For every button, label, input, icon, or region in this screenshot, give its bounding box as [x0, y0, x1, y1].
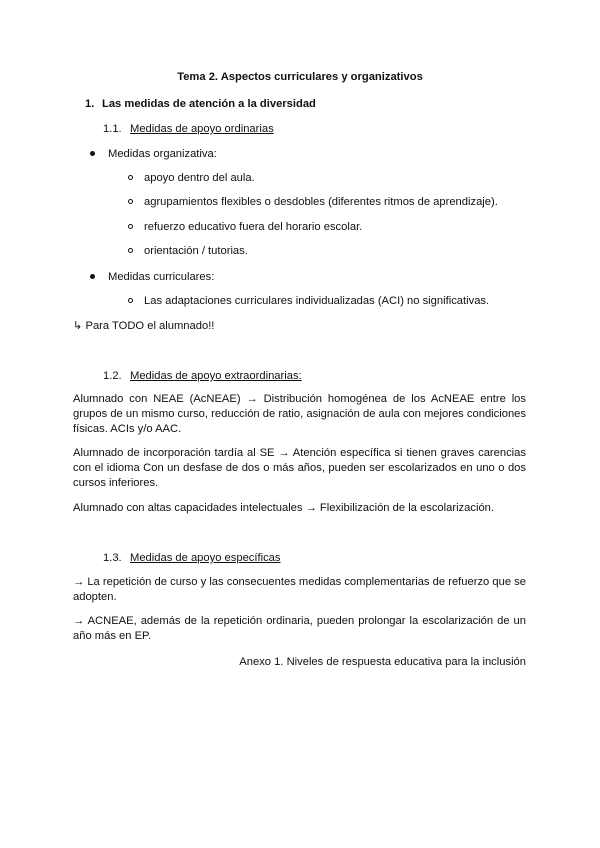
- organizativa-item: agrupamientos flexibles o desdobles (diferentes ritmos de aprendizaje).: [144, 196, 498, 208]
- annex-reference: Anexo 1. Niveles de respuesta educativa para la inclusión: [239, 656, 526, 668]
- bullet-ring-icon: [128, 298, 133, 303]
- organizativa-item: orientación / tutorias.: [144, 245, 248, 257]
- curriculares-label: Medidas curriculares:: [108, 271, 215, 283]
- bullet-ring-icon: [128, 175, 133, 180]
- paragraph-line: físicas. ACIs y/o AAC.: [73, 423, 182, 435]
- subsection-1-1-title: Medidas de apoyo ordinarias: [130, 123, 274, 135]
- curriculares-item: Las adaptaciones curriculares individualizadas (ACI) no significativas.: [144, 295, 490, 307]
- paragraph-line: → ACNEAE, además de la repetición ordinaria, pueden prolongar la escolarización de un: [73, 615, 526, 627]
- paragraph-line: con el idioma Con un desfase de dos o más años, pueden ser escolarizados en uno o dos: [73, 462, 526, 474]
- paragraph-line: adopten.: [73, 591, 117, 603]
- paragraph-line: → La repetición de curso y las consecuentes medidas complementarias de refuerzo que se: [73, 576, 526, 588]
- subsection-1-3-number: 1.3.: [103, 552, 122, 564]
- paragraph-line: Alumnado de incorporación tardía al SE → Atención específica si tienen graves carencias: [73, 447, 526, 459]
- paragraph-line: grupos de un mismo curso, reducción de ratio, asignación de aula con mejores condiciones: [73, 408, 526, 420]
- paragraph-line: año más en EP.: [73, 630, 152, 642]
- bullet-ring-icon: [128, 224, 133, 229]
- organizativa-item: refuerzo educativo fuera del horario escolar.: [144, 221, 363, 233]
- subsection-1-1-number: 1.1.: [103, 123, 122, 135]
- section-1-number: 1.: [85, 98, 95, 110]
- organizativa-item: apoyo dentro del aula.: [144, 172, 255, 184]
- organizativa-label: Medidas organizativa:: [108, 148, 217, 160]
- bullet-dot-icon: [90, 151, 95, 156]
- paragraph-line: cursos inferiores.: [73, 477, 159, 489]
- bullet-ring-icon: [128, 199, 133, 204]
- section-1-title: Las medidas de atención a la diversidad: [102, 98, 316, 110]
- alumnado-note: ↳ Para TODO el alumnado!!: [73, 320, 215, 332]
- subsection-1-2-title: Medidas de apoyo extraordinarias:: [130, 370, 302, 382]
- paragraph-line: Alumnado con NEAE (AcNEAE) → Distribución homogénea de los AcNEAE entre los: [73, 393, 526, 405]
- subsection-1-2-number: 1.2.: [103, 370, 122, 382]
- page-title: Tema 2. Aspectos curriculares y organizativos: [177, 71, 423, 83]
- bullet-ring-icon: [128, 248, 133, 253]
- subsection-1-3-title: Medidas de apoyo específicas: [130, 552, 281, 564]
- paragraph-line: Alumnado con altas capacidades intelectuales → Flexibilización de la escolarización.: [73, 502, 495, 514]
- bullet-dot-icon: [90, 274, 95, 279]
